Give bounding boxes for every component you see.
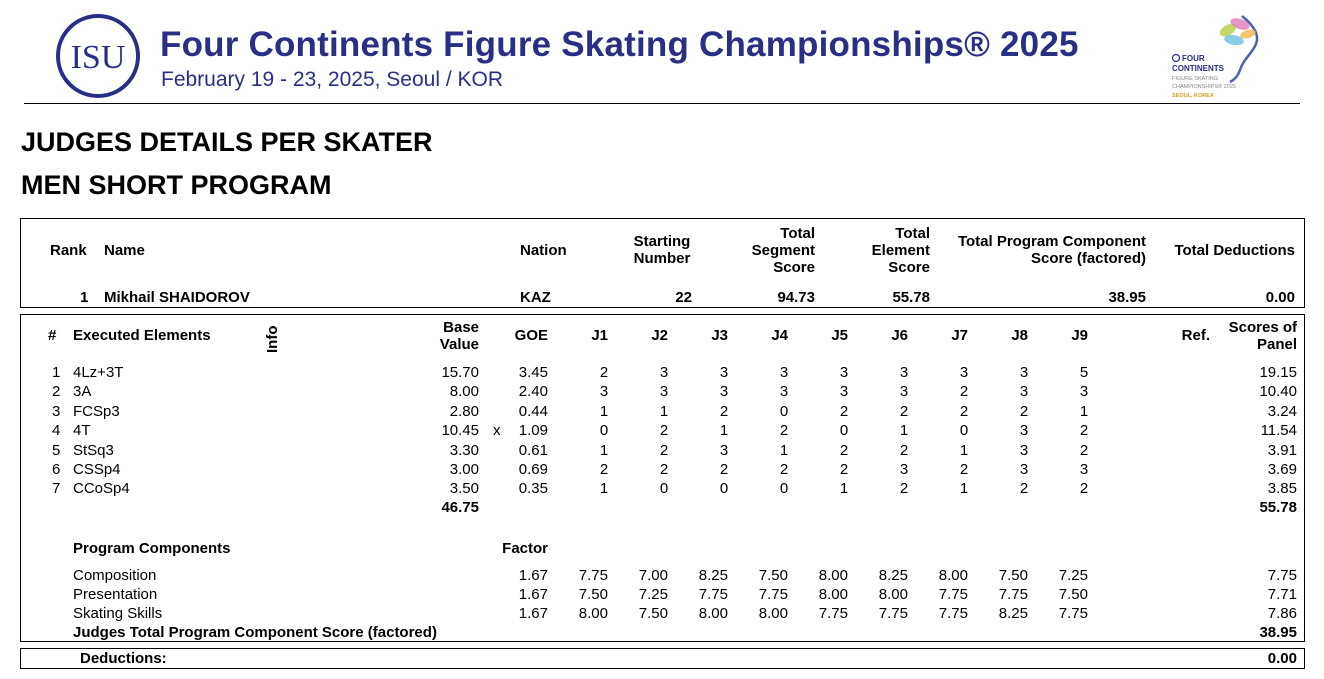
isu-logo <box>55 13 141 99</box>
ref-header: Ref. <box>1181 327 1210 344</box>
component-judge-score: 7.75 <box>878 605 908 622</box>
element-goe: 2.40 <box>518 383 548 400</box>
element-panel-score: 3.85 <box>1267 480 1297 497</box>
element-base-value: 10.45 <box>441 422 479 439</box>
elements-panel-total: 55.78 <box>1259 499 1297 516</box>
component-judge-score: 7.25 <box>1058 567 1088 584</box>
component-judge-score: 7.75 <box>758 586 788 603</box>
element-judge-score: 2 <box>959 383 969 400</box>
element-judge-score: 3 <box>839 383 849 400</box>
element-judge-score: 2 <box>959 461 969 478</box>
skater-pcs: 38.95 <box>1108 289 1146 306</box>
tss-header-l3: Score <box>773 259 815 276</box>
element-judge-score: 3 <box>1019 422 1029 439</box>
element-judge-score: 3 <box>599 383 609 400</box>
factor-header: Factor <box>502 540 548 557</box>
element-panel-score: 3.91 <box>1267 442 1297 459</box>
element-judge-score: 2 <box>1079 422 1089 439</box>
element-judge-score: 3 <box>1019 461 1029 478</box>
element-judge-score: 3 <box>719 442 729 459</box>
element-judge-score: 2 <box>1019 403 1029 420</box>
element-second-half-marker: x <box>493 422 501 439</box>
judge-header-9: J9 <box>1071 327 1088 344</box>
component-judge-score: 7.50 <box>578 586 608 603</box>
deductions-label: Deductions: <box>80 650 167 667</box>
element-judge-score: 1 <box>899 422 909 439</box>
component-judge-score: 7.75 <box>938 586 968 603</box>
element-name: 3A <box>73 383 92 400</box>
event-subtitle: February 19 - 23, 2025, Seoul / KOR <box>161 68 504 91</box>
event-title: Four Continents Figure Skating Championships® 2025 <box>160 25 1079 64</box>
element-number: 2 <box>52 383 61 400</box>
element-judge-score: 2 <box>899 403 909 420</box>
element-judge-score: 2 <box>659 442 669 459</box>
component-panel-score: 7.71 <box>1267 586 1297 603</box>
skater-starting-number: 22 <box>675 289 692 306</box>
deductions-header: Total Deductions <box>1174 242 1295 259</box>
element-goe: 0.44 <box>518 403 548 420</box>
element-goe: 0.61 <box>518 442 548 459</box>
name-header: Name <box>104 242 145 259</box>
component-panel-score: 7.86 <box>1267 605 1297 622</box>
tss-header-l1: Total <box>780 225 815 242</box>
element-judge-score: 3 <box>779 364 789 381</box>
base-value-header-l1: Base <box>443 319 479 336</box>
component-judge-score: 7.75 <box>698 586 728 603</box>
element-number: 3 <box>52 403 61 420</box>
element-judge-score: 2 <box>959 403 969 420</box>
component-judge-score: 8.00 <box>578 605 608 622</box>
element-judge-score: 2 <box>659 461 669 478</box>
element-base-value: 8.00 <box>449 383 479 400</box>
component-judge-score: 7.75 <box>818 605 848 622</box>
component-judge-score: 8.00 <box>818 567 848 584</box>
component-judge-score: 8.00 <box>878 586 908 603</box>
skater-tes: 55.78 <box>892 289 930 306</box>
judge-header-1: J1 <box>591 327 608 344</box>
element-judge-score: 3 <box>659 383 669 400</box>
element-number: 7 <box>52 480 61 497</box>
element-judge-score: 1 <box>719 422 729 439</box>
element-judge-score: 0 <box>959 422 969 439</box>
pcs-header-l2: Score (factored) <box>1030 250 1146 267</box>
element-number: 5 <box>52 442 61 459</box>
component-judge-score: 7.75 <box>1058 605 1088 622</box>
element-judge-score: 0 <box>719 480 729 497</box>
element-judge-score: 0 <box>599 422 609 439</box>
component-name: Composition <box>73 567 157 584</box>
component-panel-score: 7.75 <box>1267 567 1297 584</box>
element-judge-score: 0 <box>659 480 669 497</box>
component-factor: 1.67 <box>518 567 548 584</box>
element-judge-score: 1 <box>779 442 789 459</box>
element-goe: 0.35 <box>518 480 548 497</box>
pcs-total-value: 38.95 <box>1259 624 1297 641</box>
element-judge-score: 3 <box>1019 442 1029 459</box>
element-judge-score: 2 <box>1079 480 1089 497</box>
nation-header: Nation <box>520 242 567 259</box>
element-panel-score: 3.24 <box>1267 403 1297 420</box>
deductions-value: 0.00 <box>1267 650 1297 667</box>
element-judge-score: 3 <box>1019 364 1029 381</box>
element-judge-score: 3 <box>899 364 909 381</box>
element-judge-score: 3 <box>1019 383 1029 400</box>
element-judge-score: 1 <box>959 442 969 459</box>
element-judge-score: 2 <box>719 403 729 420</box>
event-logo-line: CONTINENTS <box>1172 64 1224 73</box>
judge-header-7: J7 <box>951 327 968 344</box>
element-judge-score: 1 <box>1079 403 1089 420</box>
element-judge-score: 2 <box>599 364 609 381</box>
component-judge-score: 7.75 <box>998 586 1028 603</box>
element-name: FCSp3 <box>73 403 120 420</box>
element-goe: 3.45 <box>518 364 548 381</box>
element-name: 4Lz+3T <box>73 364 124 381</box>
element-judge-score: 2 <box>779 422 789 439</box>
element-judge-score: 3 <box>899 383 909 400</box>
pcs-total-label: Judges Total Program Component Score (factored) <box>73 624 437 641</box>
element-name: CCoSp4 <box>73 480 130 497</box>
element-goe: 1.09 <box>518 422 548 439</box>
judge-header-4: J4 <box>771 327 788 344</box>
base-value-total: 46.75 <box>441 499 479 516</box>
skater-name: Mikhail SHAIDOROV <box>104 289 250 306</box>
element-judge-score: 1 <box>599 403 609 420</box>
goe-header: GOE <box>514 327 548 344</box>
event-logo-line: CHAMPIONSHIPS® 2025 <box>1172 84 1236 90</box>
starting-number-header-l2: Number <box>633 250 691 267</box>
four-continents-logo <box>1170 10 1270 102</box>
judge-header-2: J2 <box>651 327 668 344</box>
element-judge-score: 2 <box>839 461 849 478</box>
deductions-box <box>20 648 1305 669</box>
component-judge-score: 7.50 <box>1058 586 1088 603</box>
component-factor: 1.67 <box>518 586 548 603</box>
event-logo-line: SEOUL, KOREA <box>1172 93 1214 99</box>
element-name: 4T <box>73 422 91 439</box>
skater-nation: KAZ <box>520 289 551 306</box>
judge-header-5: J5 <box>831 327 848 344</box>
component-judge-score: 8.00 <box>818 586 848 603</box>
element-judge-score: 2 <box>899 480 909 497</box>
element-judge-score: 3 <box>899 461 909 478</box>
component-judge-score: 7.50 <box>638 605 668 622</box>
element-judge-score: 0 <box>779 480 789 497</box>
element-judge-score: 3 <box>839 364 849 381</box>
program-components-header: Program Components <box>73 540 231 557</box>
component-judge-score: 7.00 <box>638 567 668 584</box>
rank-header: Rank <box>50 242 87 259</box>
element-panel-score: 10.40 <box>1259 383 1297 400</box>
component-judge-score: 8.00 <box>938 567 968 584</box>
tes-header-l1: Total <box>895 225 930 242</box>
component-name: Skating Skills <box>73 605 163 622</box>
element-judge-score: 3 <box>719 364 729 381</box>
component-judge-score: 7.50 <box>998 567 1028 584</box>
element-judge-score: 1 <box>959 480 969 497</box>
element-base-value: 3.50 <box>449 480 479 497</box>
element-judge-score: 3 <box>719 383 729 400</box>
event-header <box>24 8 1300 104</box>
element-judge-score: 2 <box>779 461 789 478</box>
element-judge-score: 2 <box>1019 480 1029 497</box>
judge-header-8: J8 <box>1011 327 1028 344</box>
component-judge-score: 8.25 <box>698 567 728 584</box>
element-judge-score: 2 <box>659 422 669 439</box>
element-judge-score: 3 <box>779 383 789 400</box>
judge-header-3: J3 <box>711 327 728 344</box>
component-judge-score: 7.75 <box>938 605 968 622</box>
element-num-header: # <box>48 327 57 344</box>
component-judge-score: 7.75 <box>578 567 608 584</box>
skater-rank: 1 <box>80 289 89 306</box>
element-judge-score: 1 <box>659 403 669 420</box>
element-judge-score: 2 <box>599 461 609 478</box>
element-judge-score: 2 <box>719 461 729 478</box>
element-base-value: 15.70 <box>441 364 479 381</box>
component-judge-score: 7.25 <box>638 586 668 603</box>
component-name: Presentation <box>73 586 158 603</box>
element-judge-score: 1 <box>599 442 609 459</box>
event-logo-line: FIGURE SKATING <box>1172 76 1219 82</box>
element-judge-score: 3 <box>659 364 669 381</box>
element-name: CSSp4 <box>73 461 121 478</box>
tss-header-l2: Segment <box>751 242 815 259</box>
element-judge-score: 5 <box>1079 364 1089 381</box>
isu-logo-text: ISU <box>70 39 126 76</box>
element-base-value: 3.00 <box>449 461 479 478</box>
element-judge-score: 3 <box>959 364 969 381</box>
element-judge-score: 2 <box>839 403 849 420</box>
judge-header-6: J6 <box>891 327 908 344</box>
component-judge-score: 8.25 <box>878 567 908 584</box>
element-judge-score: 2 <box>1079 442 1089 459</box>
element-judge-score: 2 <box>899 442 909 459</box>
skater-tss: 94.73 <box>777 289 815 306</box>
starting-number-header-l1: Starting <box>633 233 691 250</box>
component-factor: 1.67 <box>518 605 548 622</box>
component-judge-score: 7.50 <box>758 567 788 584</box>
component-judge-score: 8.25 <box>998 605 1028 622</box>
info-header: Info <box>264 325 281 353</box>
element-goe: 0.69 <box>518 461 548 478</box>
element-number: 6 <box>52 461 61 478</box>
element-base-value: 3.30 <box>449 442 479 459</box>
element-name: StSq3 <box>73 442 114 459</box>
pcs-header-l1: Total Program Component <box>957 233 1146 250</box>
element-number: 1 <box>52 364 61 381</box>
component-judge-score: 8.00 <box>698 605 728 622</box>
segment-title: MEN SHORT PROGRAM <box>21 170 332 200</box>
panel-header-l1: Scores of <box>1228 319 1297 336</box>
element-judge-score: 0 <box>779 403 789 420</box>
element-base-value: 2.80 <box>449 403 479 420</box>
base-value-header-l2: Value <box>439 336 479 353</box>
element-judge-score: 3 <box>1079 383 1089 400</box>
panel-header-l2: Panel <box>1256 336 1297 353</box>
event-logo-line: FOUR <box>1182 54 1205 63</box>
element-judge-score: 1 <box>839 480 849 497</box>
tes-header-l3: Score <box>888 259 930 276</box>
element-panel-score: 3.69 <box>1267 461 1297 478</box>
executed-elements-header: Executed Elements <box>73 327 211 344</box>
element-panel-score: 19.15 <box>1259 364 1297 381</box>
tes-header-l2: Element <box>871 242 930 259</box>
component-judge-score: 8.00 <box>758 605 788 622</box>
element-judge-score: 0 <box>839 422 849 439</box>
element-judge-score: 2 <box>839 442 849 459</box>
skater-deductions: 0.00 <box>1265 289 1295 306</box>
element-judge-score: 1 <box>599 480 609 497</box>
element-judge-score: 3 <box>1079 461 1089 478</box>
report-title: JUDGES DETAILS PER SKATER <box>21 127 433 157</box>
element-panel-score: 11.54 <box>1260 422 1297 439</box>
element-number: 4 <box>52 422 61 439</box>
